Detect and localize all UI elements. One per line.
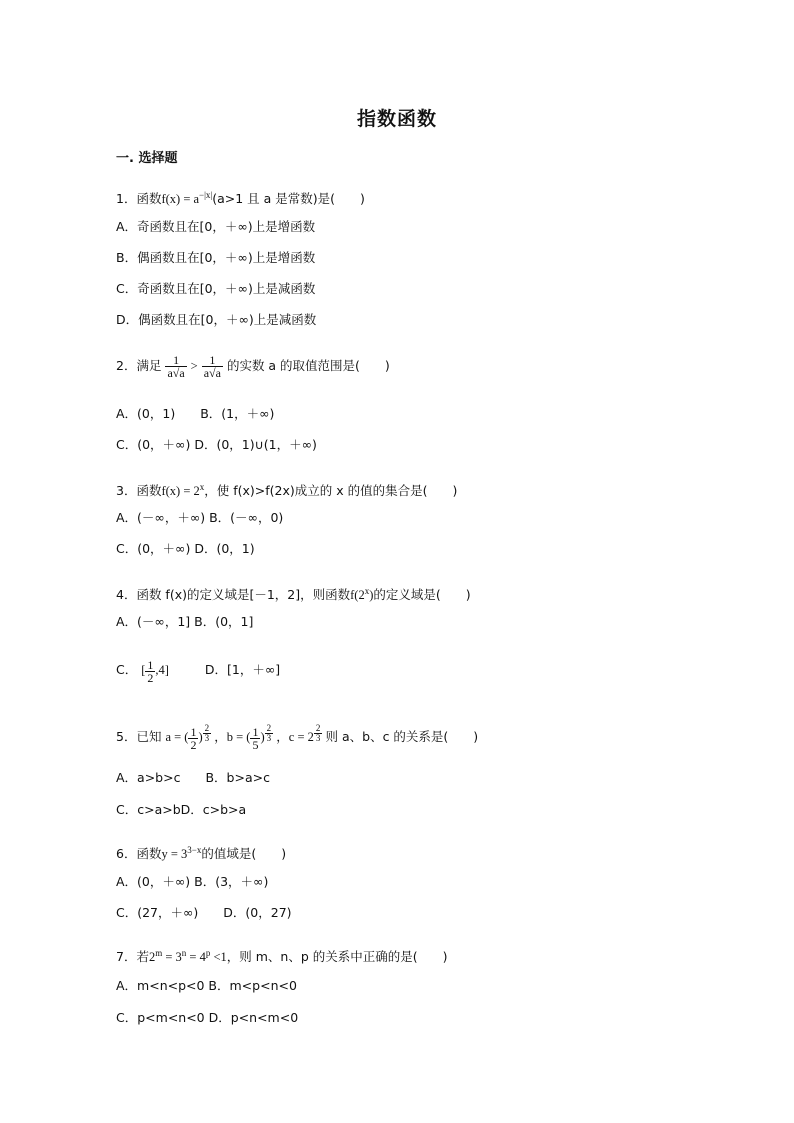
- page-title: 指数函数: [356, 108, 437, 130]
- q1-option-d: D．偶函数且在[0，＋∞)上是减函数: [116, 312, 317, 327]
- q7-stem: 7．若: [116, 949, 149, 965]
- question-5: [116, 716, 478, 754]
- q6-stem: 6．函数: [116, 846, 162, 862]
- q4-options-ab: A．(－∞，1] B．(0，1]: [116, 614, 254, 629]
- q6-options-cd: C．(27，＋∞) D．(0，27): [116, 905, 292, 920]
- q4-formula: f(2$^x$): [350, 586, 374, 603]
- q7-options-ab: A．m<n<p<0 B．m<p<n<0: [116, 978, 297, 993]
- q2-tail: 的实数 a 的取值范围是( ): [226, 358, 390, 373]
- q4-options-cd: [116, 655, 280, 685]
- q1-formula: $f(x) = a^{-|x|}$: [161, 190, 213, 207]
- q5-stem: 5．已知: [116, 729, 162, 745]
- q3-options-cd: C．(0，＋∞) D．(0，1): [116, 541, 255, 556]
- q4-stem: 4．函数 f(x)的定义域是[－1，2]，则函数: [116, 587, 351, 603]
- q2-lhs-fraction: $\frac{1}{a√a}$: [167, 353, 185, 380]
- q2-options-cd: C．(0，＋∞) D．(0，1)∪(1，＋∞): [116, 437, 317, 452]
- q1-option-a: A．奇函数且在[0，＋∞)上是增函数: [116, 219, 316, 234]
- q7-options-cd: C．p<m<n<0 D．p<n<m<0: [116, 1010, 299, 1025]
- q7-formula: $2^m = 3^n = 4^p <1$: [148, 948, 227, 965]
- q3-formula: $f(x) = 2^x$: [161, 482, 205, 499]
- q5-options-cd: C．c>a>bD．c>b>a: [116, 802, 247, 817]
- q3-tail: ，使 f(x)>f(2x)成立的 x 的值的集合是( ): [204, 483, 458, 499]
- question-1: [116, 187, 365, 207]
- q2-operator: >: [190, 359, 198, 373]
- q6-options-ab: A．(0，＋∞) B．(3，＋∞): [116, 874, 269, 889]
- question-6: [116, 842, 286, 862]
- section-heading: 一. 选择题: [116, 151, 178, 166]
- q5-tail: 则 a、b、c 的关系是( ): [325, 729, 479, 745]
- q4-option-c-label: C．: [116, 662, 138, 677]
- q4-option-c-interval: [ $\frac{1}{2}$ ,4]: [141, 657, 169, 685]
- q2-stem: 2．满足: [116, 358, 162, 373]
- q2-rhs-fraction: $\frac{1}{a√a}$: [203, 353, 221, 380]
- q1-option-b: B．偶函数且在[0，＋∞)上是增函数: [116, 250, 316, 265]
- q6-formula: $y = 3^{3-x}$: [161, 845, 202, 862]
- question-7: [116, 945, 448, 965]
- question-3: [116, 479, 457, 499]
- q7-tail: ，则 m、n、p 的关系中正确的是( ): [226, 949, 448, 965]
- question-4: [116, 583, 471, 603]
- q4-option-d: D．[1，＋∞]: [204, 662, 281, 677]
- q6-tail: 的值域是( ): [201, 846, 287, 862]
- q5-formula: a = ( $\frac{1}{2}$ ) $^{\frac{2}{3}}$ ，b = ( $\frac{1}{5}$ ) $^{\frac{2}{3}}$ ，c = 2 $^{\frac{2}{3}}$: [165, 723, 321, 752]
- q3-options-ab: A．(－∞，＋∞) B．(－∞，0): [116, 510, 284, 525]
- q1-tail: (a>1 且 a 是常数)是( ): [212, 191, 365, 207]
- q3-stem: 3．函数: [116, 483, 162, 499]
- question-2: [116, 352, 390, 380]
- q4-tail: 的定义域是( ): [373, 587, 471, 603]
- q1-option-c: C．奇函数且在[0，＋∞)上是减函数: [116, 281, 316, 296]
- q5-options-ab: A．a>b>c B．b>a>c: [116, 770, 270, 785]
- q2-options-ab: A．(0，1) B．(1，＋∞): [116, 406, 275, 421]
- q1-stem: 1．函数: [116, 191, 162, 207]
